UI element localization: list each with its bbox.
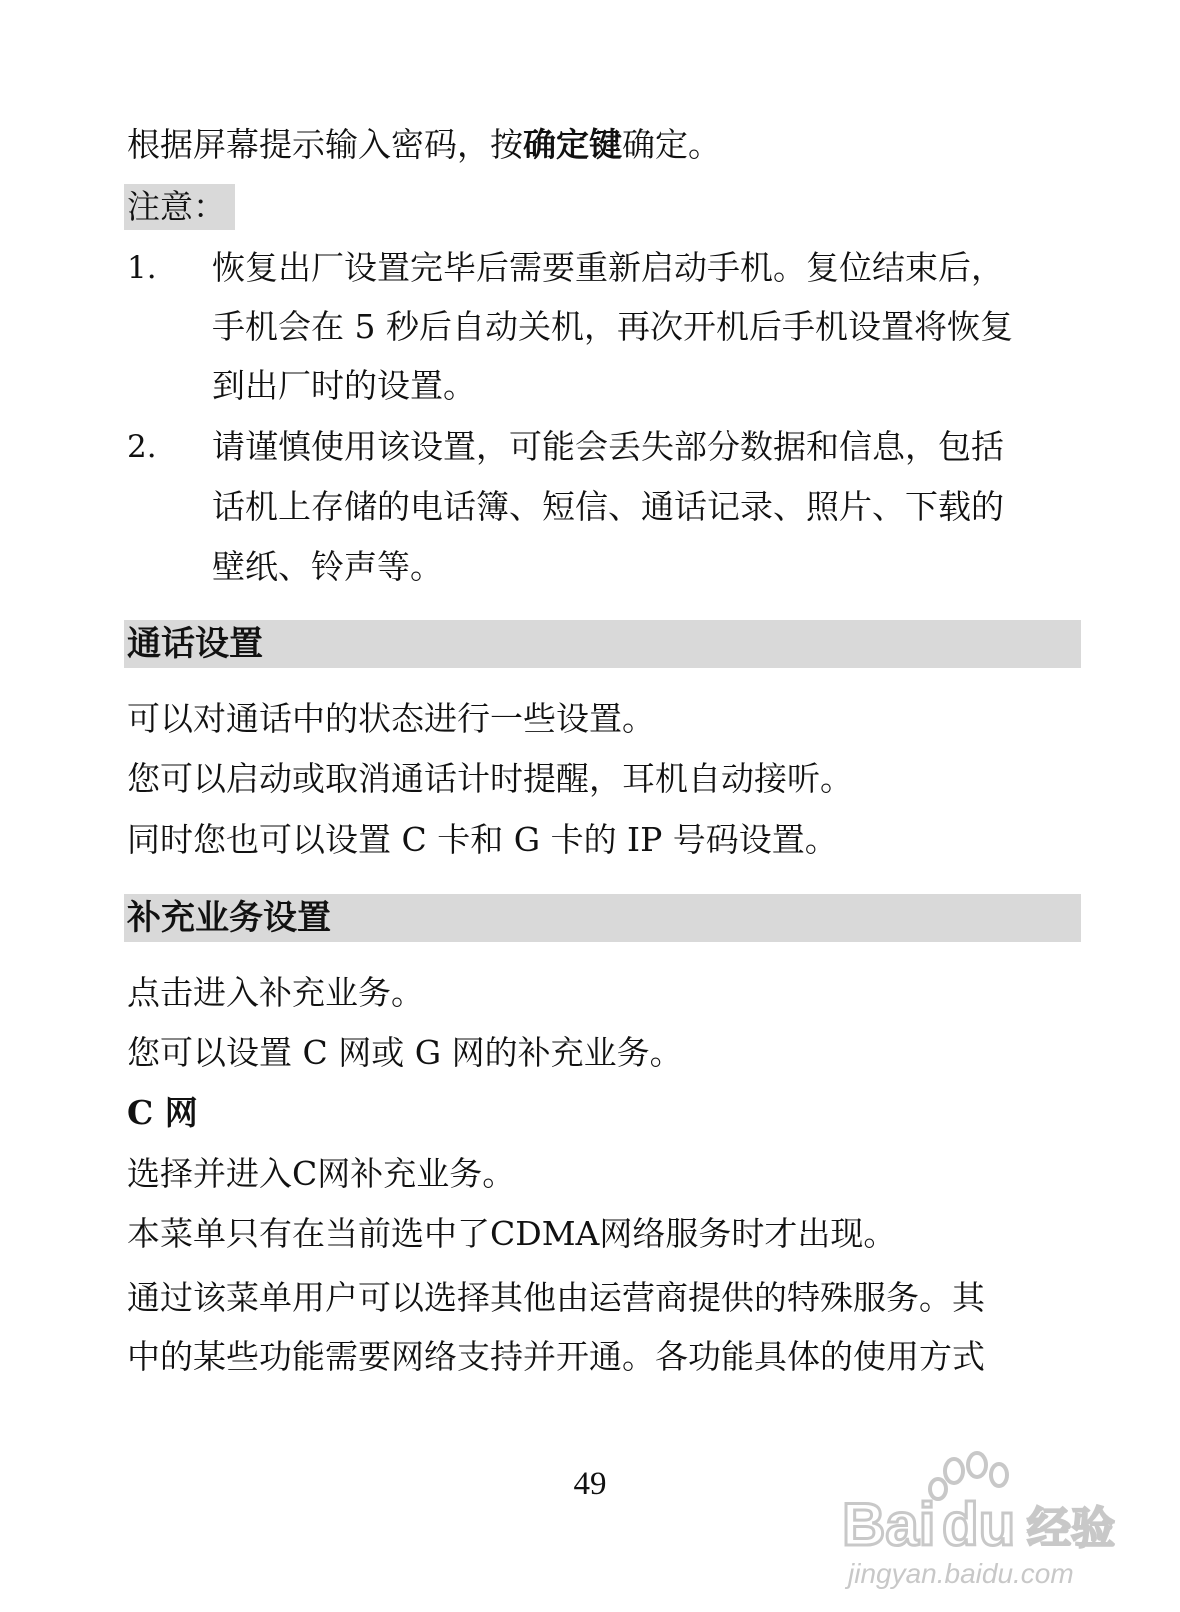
c-network-line-3: 通过该菜单用户可以选择其他由运营商提供的特殊服务。其 — [127, 1278, 985, 1317]
svg-text:du: du — [942, 1491, 1016, 1558]
supplementary-line-2: 您可以设置 C 网或 G 网的补充业务。 — [127, 1033, 683, 1072]
note-2-line-2: 话机上存储的电话簿、短信、通话记录、照片、下载的 — [212, 487, 1004, 526]
section-heading-call-settings: 通话设置 — [124, 620, 1081, 668]
call-settings-line-1: 可以对通话中的状态进行一些设置。 — [127, 699, 655, 738]
call-settings-line-2: 您可以启动或取消通话计时提醒，耳机自动接听。 — [127, 759, 853, 798]
page-number: 49 — [573, 1466, 607, 1502]
note-2-number: 2. — [127, 429, 157, 465]
section-heading-supplementary: 补充业务设置 — [124, 894, 1081, 942]
note-1-line-2: 手机会在 5 秒后自动关机，再次开机后手机设置将恢复 — [212, 307, 1013, 346]
instruction-text-part: 根据屏幕提示输入密码，按 — [127, 125, 523, 164]
note-2-line-1: 请谨慎使用该设置，可能会丢失部分数据和信息，包括 — [212, 427, 1004, 466]
confirm-key-label: 确定键 — [523, 125, 622, 164]
call-settings-line-3: 同时您也可以设置 C 卡和 G 卡的 IP 号码设置。 — [127, 820, 838, 859]
c-network-line-2: 本菜单只有在当前选中了CDMA网络服务时才出现。 — [127, 1214, 897, 1253]
c-network-line-4: 中的某些功能需要网络支持并开通。各功能具体的使用方式 — [127, 1337, 985, 1376]
supplementary-line-1: 点击进入补充业务。 — [127, 973, 424, 1012]
note-1-number: 1. — [127, 250, 157, 286]
baidu-jingyan-watermark — [842, 1445, 1142, 1595]
c-network-line-1: 选择并进入C网补充业务。 — [127, 1154, 516, 1193]
sub-heading-c-network: C 网 — [127, 1093, 198, 1132]
svg-text:jingyan.baidu.com: jingyan.baidu.com — [848, 1558, 1074, 1589]
note-1-line-1: 恢复出厂设置完毕后需要重新启动手机。复位结束后， — [212, 248, 1004, 287]
svg-text:经验: 经验 — [1027, 1503, 1115, 1554]
instruction-text-end: 确定。 — [622, 125, 721, 164]
note-1-line-3: 到出厂时的设置。 — [212, 366, 476, 405]
svg-text:Bai: Bai — [842, 1491, 936, 1558]
note-label: 注意： — [124, 184, 235, 230]
instruction-text — [127, 123, 721, 167]
note-2-line-3: 壁纸、铃声等。 — [212, 547, 443, 586]
